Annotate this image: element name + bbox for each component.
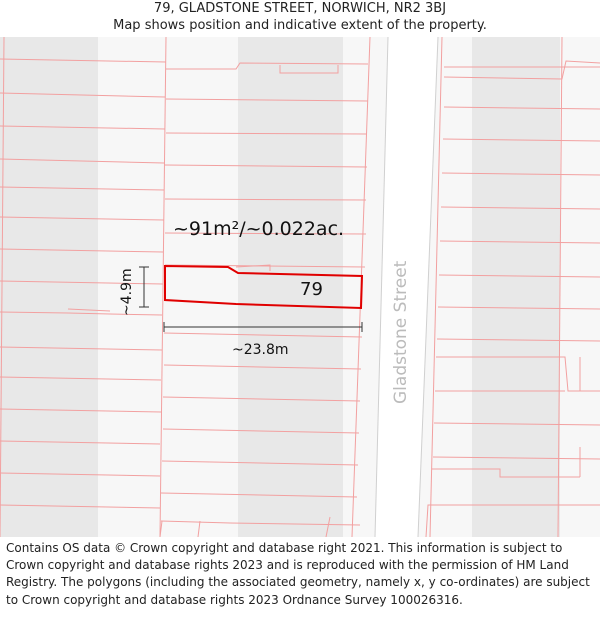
map-view[interactable]: [0, 37, 600, 537]
street-name-label: Gladstone Street: [391, 260, 411, 404]
height-label: ~4.9m: [119, 268, 135, 316]
property-address: 79, GLADSTONE STREET, NORWICH, NR2 3BJ: [153, 1, 447, 16]
house-number-label: 79: [300, 279, 323, 300]
map-header: [0, 0, 600, 37]
height-dimension: [139, 267, 149, 307]
area-label: ~91m²/~0.022ac.: [173, 218, 345, 240]
attribution-text: Contains OS data © Crown copyright and database right 2021. This information is subject to Crown copyright and database rights 2023 and is reproduced with the permission of HM Land Registry. The polygons (including the associated geometry, namely x, y co-ordinates) are subject to Crown copyright and database rights 2023 Ordnance Survey 100026316.: [6, 541, 590, 607]
width-label: ~23.8m: [232, 342, 289, 358]
buildings: [0, 37, 560, 537]
map-subtitle: Map shows position and indicative extent of the property.: [113, 18, 487, 33]
